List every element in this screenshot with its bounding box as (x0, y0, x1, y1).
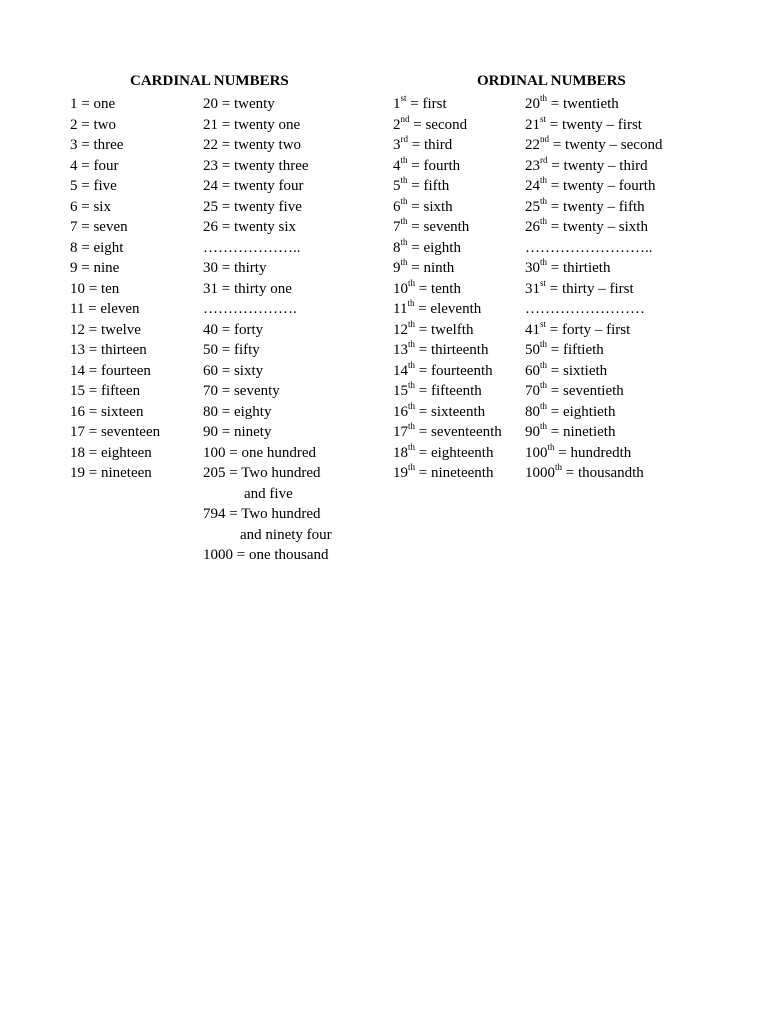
entry-word: = twenty – second (549, 137, 663, 153)
ordinal-suffix: nd (400, 113, 410, 124)
ordinal-suffix: th (400, 175, 408, 185)
ellipsis-line: …………………….. (525, 239, 653, 256)
entry-number: 11 (393, 301, 408, 317)
entry-number: 9 (393, 260, 401, 276)
ordinal-suffix: th (540, 421, 548, 431)
cardinal-column-1 (70, 94, 160, 484)
number-entry: 31 = thirty one (203, 280, 292, 297)
entry-number: 21 (525, 116, 540, 133)
ordinal-suffix: th (407, 298, 415, 308)
ordinal-suffix: th (400, 257, 408, 267)
number-entry: 3 = three (70, 137, 124, 153)
entry-word: = eighth (407, 239, 461, 256)
ordinal-entry (393, 279, 502, 300)
entry-number: 1000 (525, 465, 555, 481)
ordinal-entry (525, 443, 662, 464)
entry-word: = ninth (407, 260, 455, 276)
ordinal-suffix: st (400, 93, 407, 103)
ellipsis-line: ………………. (203, 301, 297, 317)
ordinal-suffix: th (408, 277, 416, 288)
ordinal-suffix: th (400, 154, 408, 165)
ordinal-suffix: rd (540, 154, 548, 165)
entry-number: 80 (525, 403, 540, 420)
ordinal-suffix: rd (400, 134, 408, 144)
number-entry: 5 = five (70, 178, 117, 194)
ordinal-entry (393, 422, 502, 443)
entry-word: = twenty – fourth (547, 178, 656, 194)
ordinal-entry (393, 176, 502, 197)
entry-word: = sixtieth (547, 362, 608, 379)
entry-word: = twenty – fifth (547, 198, 645, 215)
entry-word: = thousandth (562, 465, 644, 481)
number-entry: 24 = twenty four (203, 178, 304, 194)
ordinal-entry (393, 381, 502, 402)
ordinal-entry (393, 156, 502, 177)
entry-word: = third (408, 137, 453, 153)
ordinal-suffix: th (408, 339, 416, 349)
entry-word: = thirty – first (546, 280, 634, 297)
ordinal-suffix: st (540, 318, 547, 329)
entry-word: = twentieth (547, 96, 619, 112)
ordinal-suffix: th (540, 257, 548, 267)
ordinal-entry (525, 279, 662, 300)
entry-word: = fourteenth (415, 362, 493, 379)
entry-number: 22 (525, 137, 540, 153)
number-entry: 9 = nine (70, 260, 120, 276)
entry-word: = thirtieth (547, 260, 611, 276)
ordinal-suffix: th (540, 216, 548, 226)
ordinal-entry (525, 94, 662, 115)
entry-number: 16 (393, 403, 408, 420)
entry-word: = fifteenth (415, 383, 482, 399)
entry-number: 8 (393, 239, 401, 256)
entry-word: = eighteenth (415, 444, 494, 461)
number-entry: 6 = six (70, 198, 111, 215)
entry-number: 30 (525, 260, 540, 276)
entry-number: 20 (525, 96, 540, 112)
ordinal-suffix: th (408, 359, 416, 370)
entry-number: 19 (393, 465, 408, 481)
number-entry: 19 = nineteen (70, 465, 152, 481)
ordinal-suffix: st (540, 113, 547, 124)
entry-number: 15 (393, 383, 408, 399)
entry-word: = seventeenth (415, 424, 502, 440)
entry-word: = twenty – sixth (547, 219, 648, 235)
continuation-line: and ninety four (240, 526, 332, 543)
entry-word: = hundredth (554, 444, 632, 461)
ordinal-suffix: th (408, 380, 416, 390)
entry-number: 25 (525, 198, 540, 215)
ordinal-entry (525, 463, 662, 484)
number-entry: 4 = four (70, 157, 119, 174)
entry-word: = sixth (407, 198, 453, 215)
ordinal-entry (393, 402, 502, 423)
ordinal-entry (525, 381, 662, 402)
entry-word: = sixteenth (415, 403, 486, 420)
number-entry: 7 = seven (70, 219, 128, 235)
entry-number: 7 (393, 219, 401, 235)
entry-word: = fifth (407, 178, 450, 194)
number-entry: 100 = one hundred (203, 444, 317, 461)
entry-number: 18 (393, 444, 408, 461)
ordinal-suffix: th (408, 441, 416, 452)
number-entry: 25 = twenty five (203, 198, 302, 215)
ordinal-entry (525, 135, 662, 156)
ordinal-entry (393, 299, 502, 320)
ordinal-entry (393, 135, 502, 156)
number-entry: 15 = fifteen (70, 383, 141, 399)
ordinal-entry (525, 340, 662, 361)
ordinal-suffix: st (540, 277, 547, 288)
ordinal-suffix: th (408, 400, 416, 411)
entry-word: = twenty – third (547, 157, 648, 174)
number-entry: 21 = twenty one (203, 116, 301, 133)
ordinal-suffix: th (540, 195, 548, 206)
ordinal-entry (525, 156, 662, 177)
entry-number: 2 (393, 116, 401, 133)
ordinal-entry (393, 197, 502, 218)
number-entry: 20 = twenty (203, 96, 275, 112)
ordinal-suffix: th (547, 441, 555, 452)
cardinal-column-2 (203, 94, 332, 566)
entry-word: = ninetieth (547, 424, 616, 440)
entry-word: = eightieth (547, 403, 616, 420)
ordinal-suffix: th (540, 175, 548, 185)
entry-number: 1 (393, 96, 401, 112)
ordinal-suffix: th (400, 236, 408, 247)
number-entry: 26 = twenty six (203, 219, 297, 235)
ordinal-entry (393, 217, 502, 238)
entry-word: = second (409, 116, 468, 133)
ordinal-entry (525, 176, 662, 197)
ordinal-entry (393, 340, 502, 361)
number-entry: 30 = thirty (203, 260, 267, 276)
entry-number: 10 (393, 280, 408, 297)
number-entry: 13 = thirteen (70, 342, 147, 358)
number-entry: 18 = eighteen (70, 444, 152, 461)
ordinal-entry (525, 258, 662, 279)
entry-number: 14 (393, 362, 408, 379)
ordinal-entry (525, 422, 662, 443)
entry-number: 26 (525, 219, 540, 235)
entry-number: 100 (525, 444, 548, 461)
entry-number: 70 (525, 383, 540, 399)
number-entry: 80 = eighty (203, 403, 272, 420)
ordinal-column-2 (525, 94, 662, 484)
ordinal-suffix: th (408, 462, 416, 472)
entry-word: = seventh (407, 219, 470, 235)
number-entry: 40 = forty (203, 321, 264, 338)
ellipsis-line: ……………….. (203, 239, 301, 256)
ordinal-entry (393, 238, 502, 259)
number-entry: 11 = eleven (70, 301, 140, 317)
entry-word: = fiftieth (547, 342, 604, 358)
ordinal-entry (393, 443, 502, 464)
entry-number: 5 (393, 178, 401, 194)
number-entry: 16 = sixteen (70, 403, 144, 420)
ordinal-suffix: th (400, 216, 408, 226)
ordinal-entry (525, 361, 662, 382)
ordinal-entry (393, 463, 502, 484)
number-entry: 60 = sixty (203, 362, 264, 379)
ordinal-entry (393, 361, 502, 382)
ordinal-entry (525, 197, 662, 218)
number-entry: 8 = eight (70, 239, 124, 256)
ordinal-suffix: nd (540, 134, 549, 144)
ordinal-suffix: th (540, 359, 548, 370)
ordinal-heading: ORDINAL NUMBERS (477, 73, 626, 89)
entry-number: 3 (393, 137, 401, 153)
ordinal-entry (525, 320, 662, 341)
entry-number: 90 (525, 424, 540, 440)
entry-word: = forty – first (546, 321, 631, 338)
entry-number: 50 (525, 342, 540, 358)
entry-number: 31 (525, 280, 540, 297)
entry-number: 60 (525, 362, 540, 379)
ordinal-suffix: th (408, 318, 416, 329)
entry-number: 17 (393, 424, 408, 440)
ordinal-suffix: th (408, 421, 416, 431)
continuation-line: and five (244, 485, 293, 502)
number-entry: 23 = twenty three (203, 157, 309, 174)
number-entry: 205 = Two hundred (203, 465, 321, 481)
entry-word: = fourth (407, 157, 461, 174)
number-entry: 1000 = one thousand (203, 547, 329, 563)
entry-word: = first (406, 96, 447, 112)
entry-word: = thirteenth (415, 342, 489, 358)
entry-word: = eleventh (414, 301, 482, 317)
ordinal-suffix: th (555, 462, 563, 472)
entry-number: 6 (393, 198, 401, 215)
number-entry: 17 = seventeen (70, 424, 161, 440)
ordinal-suffix: th (400, 195, 408, 206)
number-entry: 90 = ninety (203, 424, 272, 440)
ordinal-suffix: th (540, 400, 548, 411)
ordinal-entry (525, 402, 662, 423)
cardinal-heading: CARDINAL NUMBERS (130, 73, 289, 89)
ordinal-entry (393, 320, 502, 341)
entry-number: 13 (393, 342, 408, 358)
ellipsis-line: …………………… (525, 301, 645, 317)
entry-number: 12 (393, 321, 408, 338)
entry-number: 41 (525, 321, 540, 338)
entry-word: = seventieth (547, 383, 624, 399)
number-entry: 50 = fifty (203, 342, 260, 358)
number-entry: 22 = twenty two (203, 137, 302, 153)
entry-word: = tenth (415, 280, 461, 297)
number-entry: 14 = fourteen (70, 362, 151, 379)
ordinal-suffix: th (540, 380, 548, 390)
ordinal-suffix: th (540, 339, 548, 349)
number-entry: 1 = one (70, 96, 116, 112)
entry-word: = twelfth (415, 321, 474, 338)
number-entry: 10 = ten (70, 280, 120, 297)
ordinal-suffix: th (540, 93, 548, 103)
number-entry: 70 = seventy (203, 383, 280, 399)
entry-number: 23 (525, 157, 540, 174)
entry-word: = twenty – first (546, 116, 642, 133)
entry-word: = nineteenth (415, 465, 494, 481)
ordinal-entry (393, 258, 502, 279)
number-entry: 12 = twelve (70, 321, 141, 338)
entry-number: 24 (525, 178, 540, 194)
number-entry: 2 = two (70, 116, 116, 133)
ordinal-entry (525, 115, 662, 136)
entry-number: 4 (393, 157, 401, 174)
ordinal-entry (393, 115, 502, 136)
ordinal-entry (393, 94, 502, 115)
ordinal-column-1 (393, 94, 502, 484)
number-entry: 794 = Two hundred (203, 506, 321, 522)
ordinal-entry (525, 217, 662, 238)
